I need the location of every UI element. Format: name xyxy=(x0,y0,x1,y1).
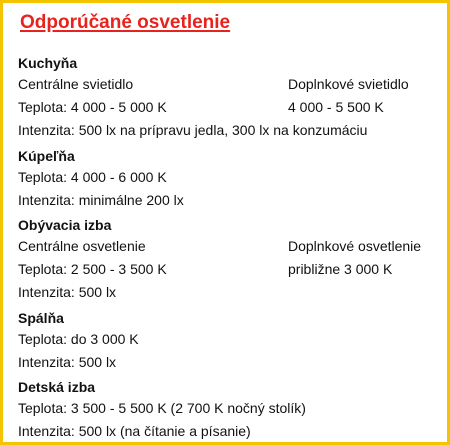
temperature-row xyxy=(18,397,438,420)
central-light-header: Centrálne osvetlenie xyxy=(18,238,146,254)
intensity-row xyxy=(18,119,438,142)
intensity-text: Intenzita: 500 lx na prípravu jedla, 300 lx na konzumáciu xyxy=(18,122,368,138)
intensity-text: Intenzita: 500 lx xyxy=(18,284,117,300)
intensity-text: Intenzita: 500 lx xyxy=(18,354,117,370)
room-title: Kuchyňa xyxy=(18,55,78,71)
temperature-row xyxy=(18,166,438,189)
temperature-text: Teplota: do 3 000 K xyxy=(18,331,139,347)
intensity-row xyxy=(18,281,438,304)
supplementary-light-header: Doplnkové svietidlo xyxy=(288,76,409,92)
room-kitchen xyxy=(18,53,438,142)
supplementary-light-header: Doplnkové osvetlenie xyxy=(288,238,422,254)
column-headers xyxy=(18,73,438,96)
column-headers xyxy=(18,235,438,258)
temperature-row xyxy=(18,96,438,119)
temperature-row xyxy=(18,328,438,351)
central-light-header: Centrálne svietidlo xyxy=(18,76,134,92)
intensity-row xyxy=(18,189,438,212)
central-temperature: Teplota: 2 500 - 3 500 K xyxy=(18,261,167,277)
room-title: Spálňa xyxy=(18,310,64,326)
room-title: Obývacia izba xyxy=(18,217,112,233)
room-bedroom xyxy=(18,308,438,374)
temperature-text: Teplota: 3 500 - 5 500 K (2 700 K nočný stolík) xyxy=(18,400,306,416)
intensity-text: Intenzita: minimálne 200 lx xyxy=(18,192,184,208)
room-title: Kúpeľňa xyxy=(18,148,75,164)
central-temperature: Teplota: 4 000 - 5 000 K xyxy=(18,99,167,115)
page-title: Odporúčané osvetlenie xyxy=(20,12,231,33)
room-kids-room xyxy=(18,377,438,443)
room-title: Detská izba xyxy=(18,379,96,395)
temperature-row xyxy=(18,258,438,281)
room-living-room xyxy=(18,215,438,304)
intensity-text: Intenzita: 500 lx (na čítanie a písanie) xyxy=(18,423,251,439)
temperature-text: Teplota: 4 000 - 6 000 K xyxy=(18,169,167,185)
room-bathroom xyxy=(18,146,438,212)
supplementary-temperature: 4 000 - 5 500 K xyxy=(288,99,384,115)
intensity-row xyxy=(18,351,438,374)
intensity-row xyxy=(18,420,438,443)
supplementary-temperature: približne 3 000 K xyxy=(288,261,393,277)
